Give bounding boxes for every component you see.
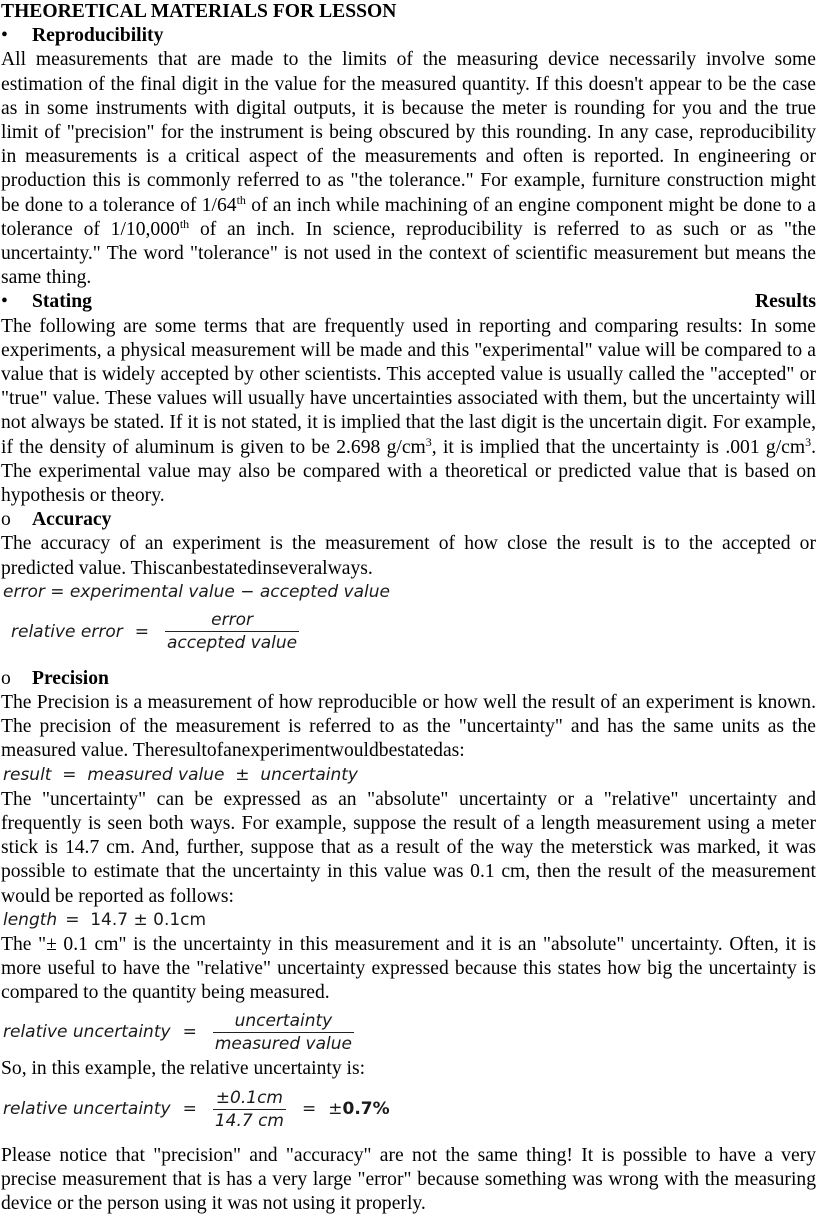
reproducibility-text-c: of an inch. In science, reproducibility is referred to as such or as "the uncertainty." The word "tolerance" is not used in the context of scientific measurement but means the same thing. [1,218,816,289]
stating-text-c: . The experimental value may also be compared with a theoretical or predicted value that is based on hypothesis or theory. [1,436,816,507]
relative-uncertainty-lhs: relative uncertainty [3,1022,171,1043]
relative-uncertainty-formula [1,1007,816,1057]
accuracy-label: Accuracy [32,509,112,531]
accuracy-heading [1,508,816,532]
relative-error-formula [1,607,816,657]
relative-error-lhs: relative error [11,621,123,642]
example-result [328,1097,389,1121]
fraction-denominator: measured value [214,1033,352,1054]
reproducibility-text-a: All measurements that are made to the limits of the measuring device necessarily involve some estimation of the final digit in the value for the measured quantity. If this doesn't appear to be the case as in some instruments with digital outputs, it is because the meter is rounding for you and the true limit of "precision" for the instrument is being obscured by this rounding. In any case, reproducibility in measurements is a critical aspect of the measurements and often is reported. In engineering or production this is commonly referred to as "the tolerance." For example, furniture construction might be done to a tolerance of 1/64 [1,49,816,216]
precision-paragraph-3: The "± 0.1 cm" is the uncertainty in this measurement and it is an "absolute" uncertainty. Often, it is more useful to have the "relative" uncertainty expressed because this states how big the uncertainty is compared to the quantity being measured. [1,933,816,1004]
length-rhs: = 14.7 ± 0.1cm [65,909,207,930]
page-title: THEORETICAL MATERIALS FOR LESSON [1,1,397,22]
precision-paragraph-4: So, in this example, the relative uncertainty is: [1,1058,366,1080]
reproducibility-text-b: of an inch while machining of an engine component might be done to a tolerance of 1/10,000 [1,194,816,240]
fraction-numerator: uncertainty [234,1010,333,1031]
precision-label: Precision [32,667,109,689]
example-lhs: relative uncertainty [3,1099,171,1120]
fraction-denominator: accepted value [166,633,298,654]
sub-bullet-marker: o [1,667,11,689]
bullet-marker: • [1,291,8,313]
equals-sign: = [134,621,149,642]
length-lhs: length [3,909,58,930]
error-formula: error = experimental value − accepted value [3,581,390,602]
superscript-3-1: 3 [425,434,432,449]
result-formula: result = measured value ± uncertainty [3,764,358,785]
superscript-th-2: th [179,216,190,231]
precision-paragraph-2: The "uncertainty" can be expressed as an "absolute" uncertainty or a "relative" uncertainty and frequently is seen both ways. For example, suppose the result of a length measurement using a meter stick is 14.7 cm. And, further, suppose that as a result of the way the meterstick was marked, it was possible to estimate that the uncertainty in this value was 0.1 cm, then the result of the measurement would be reported as follows: [1,788,816,907]
stating-label: Stating [32,291,92,313]
relative-error-fraction [165,609,299,654]
fraction-numerator: ±0.1cm [215,1088,283,1109]
stating-text-a: The following are some terms that are frequently used in reporting and comparing results: In some experiments, a physical measurement will be made and this "experimental" value will be compared to a value that is widely accepted by other scientists. This accepted value is usually called the "accepted" or "true" value. These values will usually have uncertainties associated with them, but the uncertainty will not always be stated. If it is not stated, it is implied that the last digit is the uncertain digit. For example, if the density of aluminum is given to be 2.698 g/cm [1,315,816,458]
stating-results-heading [1,290,816,314]
equals-sign: = [182,1099,197,1120]
length-formula [1,909,816,933]
precision-heading [1,667,816,691]
precision-paragraph-1: The Precision is a measurement of how reproducible or how well the result of an experiment is known. The precision of the measurement is referred to as the "uncertainty" and has the same units as the measured value. Theresultofanexperimentwouldbestatedas: [1,692,816,762]
precision-paragraph-5: Please notice that "precision" and "accuracy" are not the same thing! It is possible to have a very precise measurement that is has a very large "error" because something was wrong with the measuring device or the person using it was not using it properly. [1,1144,816,1214]
example-relative-uncertainty-formula [1,1084,816,1136]
result-sign: ± [328,1099,343,1120]
bullet-marker: • [1,25,8,47]
superscript-3-2: 3 [805,434,812,449]
fraction-denominator: 14.7 cm [214,1111,284,1132]
relative-uncertainty-fraction [213,1010,354,1055]
results-label: Results [755,291,816,313]
equals-sign-2: = [301,1099,317,1120]
reproducibility-heading [1,24,816,48]
reproducibility-label: Reproducibility [32,25,164,47]
reproducibility-paragraph [1,48,816,290]
superscript-th-1: th [236,192,246,207]
example-fraction [213,1087,286,1132]
accuracy-paragraph: The accuracy of an experiment is the measurement of how close the result is to the accepted or predicted value. Thiscanbestatedinseveralways. [1,533,816,579]
result-value: 0.7% [342,1099,390,1120]
sub-bullet-marker: o [1,509,11,531]
stating-text-b: , it is implied that the uncertainty is .001 g/cm [431,436,806,458]
fraction-numerator: error [211,610,253,631]
equals-sign: = [182,1022,197,1043]
stating-paragraph [1,315,816,509]
